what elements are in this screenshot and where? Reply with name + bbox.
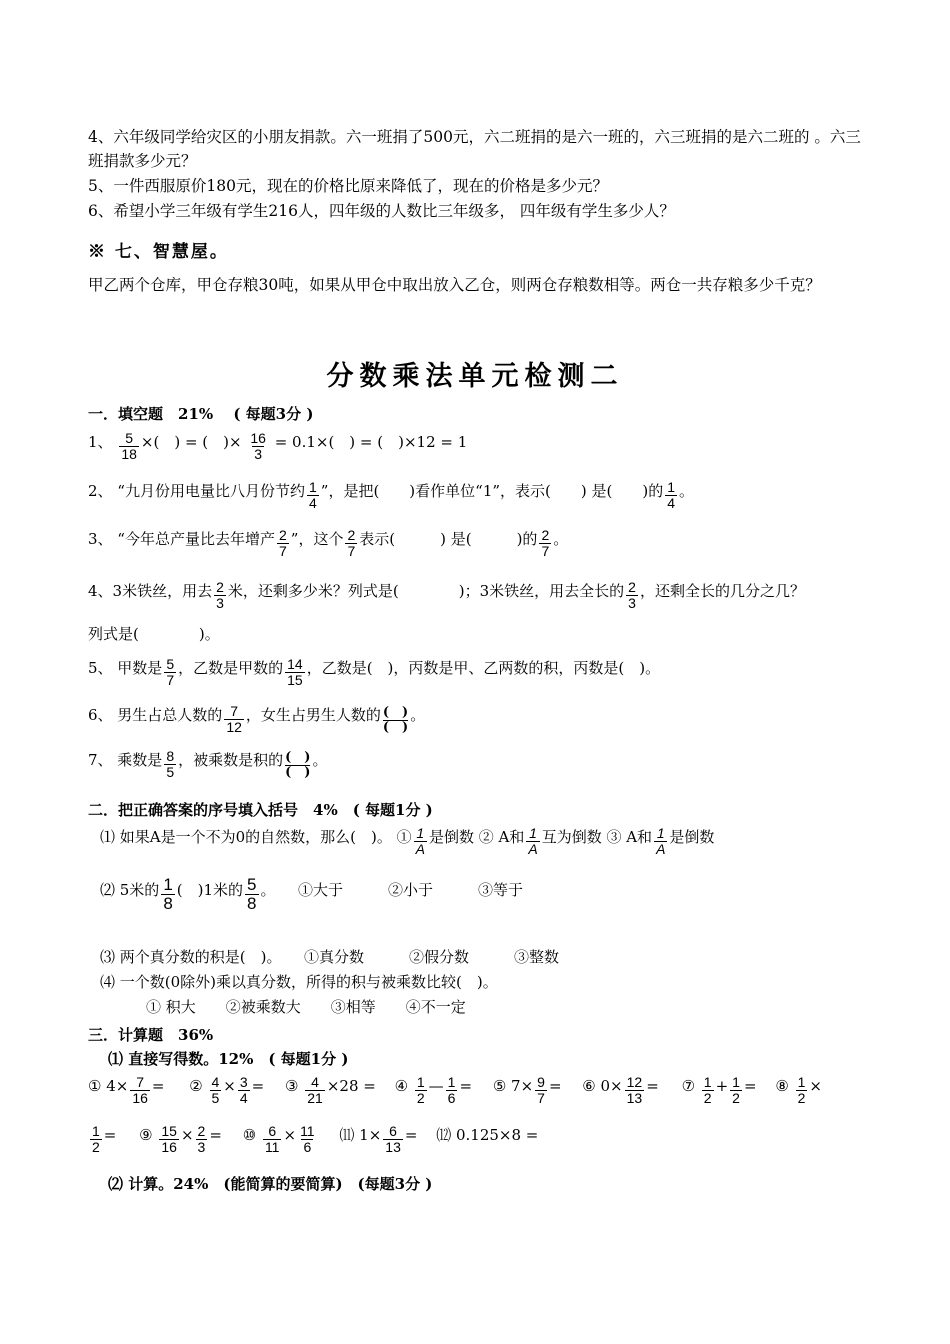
equals: = bbox=[404, 1126, 418, 1145]
section-7-heading: ※ 七、智慧屋。 bbox=[88, 242, 229, 262]
times: × bbox=[223, 1077, 236, 1096]
fraction: $\frac{6}{11}$ bbox=[264, 1123, 280, 1155]
cq1-text: ⑴ 如果A是一个不为0的自然数，那么( )。 ① bbox=[100, 828, 412, 847]
calc-6: ⑥ 0× bbox=[582, 1077, 623, 1096]
page-title: 分数乘法单元检测二 bbox=[326, 361, 624, 392]
equals: = bbox=[646, 1077, 659, 1096]
fraction: $\frac{8}{5}$ bbox=[166, 748, 175, 780]
fraction: $\frac{11}{6}$ bbox=[300, 1123, 315, 1155]
fill-q7 bbox=[88, 749, 327, 780]
q3-text-4: 。 bbox=[553, 530, 569, 549]
q1-label: 1、 bbox=[88, 433, 113, 452]
section-three-heading: 三．计算题 36% bbox=[88, 1026, 214, 1044]
q4-text-2: 米，还剩多少米？列式是( )；3米铁丝，用去全长的 bbox=[227, 582, 625, 601]
fraction: $\frac{1}{4}$ bbox=[308, 479, 317, 511]
q3-text-2: ”，这个 bbox=[290, 530, 344, 549]
q7-text: 7、 乘数是 bbox=[88, 751, 163, 770]
calc-4: ④ bbox=[394, 1077, 409, 1096]
calc-9: ⑨ bbox=[139, 1126, 153, 1145]
q2-text-2: ”，是把( )看作单位“1”，表示( ) 是( )的 bbox=[320, 482, 664, 501]
blank-fraction[interactable]: ( ) ( ) bbox=[382, 704, 409, 735]
calc-row-2 bbox=[88, 1124, 538, 1155]
equals: = bbox=[251, 1077, 265, 1096]
q6-text-2: ，女生占男生人数的 bbox=[245, 706, 381, 725]
fraction: $\frac{2}{7}$ bbox=[278, 527, 287, 559]
fraction: $\frac{1}{2}$ bbox=[92, 1123, 100, 1155]
fraction: $\frac{6}{13}$ bbox=[385, 1123, 401, 1155]
problem-6: 6、希望小学三年级有学生216人，四年级的人数比三年级多， 四年级有学生多少人？ bbox=[88, 202, 675, 220]
q4-text: 4、3米铁丝，用去 bbox=[88, 582, 213, 601]
cq1-text-2: 是倒数 ② A和 bbox=[428, 828, 525, 847]
fraction: $\frac{2}{3}$ bbox=[216, 579, 224, 611]
calc-3-text: ×28 = bbox=[326, 1077, 376, 1096]
section-two-heading: 二．把正确答案的序号填入括号 4% ( 每题1分 ) bbox=[88, 801, 433, 819]
q7-text-3: 。 bbox=[312, 751, 328, 770]
fraction: $\frac{2}{7}$ bbox=[541, 527, 550, 559]
fraction: $\frac{3}{4}$ bbox=[239, 1074, 248, 1106]
fraction: $\frac{9}{7}$ bbox=[537, 1074, 545, 1106]
q2-text-3: 。 bbox=[679, 482, 695, 501]
calc-8: ⑧ bbox=[775, 1077, 789, 1096]
choice-q1 bbox=[100, 826, 714, 857]
q5-text: 5、 甲数是 bbox=[88, 659, 163, 678]
section-three-part-2: ⑵ 计算。24% (能简算的要简算) (每题3分 ) bbox=[108, 1175, 433, 1193]
fill-q1 bbox=[88, 431, 467, 462]
fraction: $\frac{1}{A}$ bbox=[415, 825, 425, 857]
fraction: $\frac{7}{12}$ bbox=[226, 703, 242, 735]
equals: = bbox=[151, 1077, 165, 1096]
fraction: $\frac{1}{2}$ bbox=[732, 1074, 740, 1106]
calc-5: ⑤ 7× bbox=[492, 1077, 534, 1096]
q3-text: 3、 “今年总产量比去年增产 bbox=[88, 530, 275, 549]
fill-q3 bbox=[88, 528, 568, 559]
fraction: $\frac{1}{2}$ bbox=[703, 1074, 712, 1106]
q2-text: 2、 “九月份用电量比八月份节约 bbox=[88, 482, 305, 501]
calc-12: ⑿ 0.125×8 = bbox=[436, 1126, 539, 1145]
fraction: $\frac{7}{16}$ bbox=[132, 1074, 148, 1106]
fraction: $\frac{1}{2}$ bbox=[797, 1074, 806, 1106]
fraction: $\frac{12}{13}$ bbox=[626, 1074, 643, 1106]
section-three-part-1: ⑴ 直接写得数。12% ( 每题1分 ) bbox=[108, 1050, 349, 1068]
fraction: $\frac{4}{21}$ bbox=[307, 1074, 323, 1106]
fraction: $\frac{1}{2}$ bbox=[416, 1074, 425, 1106]
fraction: $\frac{5}{18}$ bbox=[121, 430, 137, 462]
fraction: $\frac{5}{7}$ bbox=[166, 656, 175, 688]
fraction: $\frac{1}{6}$ bbox=[447, 1074, 456, 1106]
q1-text-2: = 0.1×( ) = ( )×12 = 1 bbox=[269, 433, 468, 452]
fill-q4-line2: 列式是( )。 bbox=[88, 625, 220, 643]
calc-11: ⑾ 1× bbox=[339, 1126, 382, 1145]
cq1-text-3: 互为倒数 ③ A和 bbox=[541, 828, 653, 847]
fraction: $\frac{5}{8}$ bbox=[247, 875, 257, 913]
fraction: $\frac{2}{7}$ bbox=[347, 527, 356, 559]
fraction: $\frac{1}{4}$ bbox=[667, 479, 676, 511]
fraction: $\frac{16}{3}$ bbox=[250, 430, 266, 462]
equals: = bbox=[209, 1126, 222, 1145]
cq2-text: ⑵ 5米的 bbox=[100, 881, 160, 900]
fraction: $\frac{1}{A}$ bbox=[528, 825, 538, 857]
choice-q4-options: ① 积大 ②被乘数大 ③相等 ④不一定 bbox=[146, 998, 466, 1016]
calc-2: ② bbox=[189, 1077, 203, 1096]
choice-q2 bbox=[100, 876, 523, 913]
problem-5: 5、一件西服原价180元，现在的价格比原来降低了，现在的价格是多少元？ bbox=[88, 177, 608, 195]
fill-q6 bbox=[88, 704, 425, 735]
q3-text-3: 表示( ) 是( )的 bbox=[359, 530, 538, 549]
equals: = bbox=[103, 1126, 117, 1145]
times: × bbox=[283, 1126, 297, 1145]
minus: — bbox=[428, 1077, 444, 1096]
fill-q2 bbox=[88, 480, 694, 511]
equals: = bbox=[743, 1077, 757, 1096]
fraction: $\frac{4}{5}$ bbox=[211, 1074, 220, 1106]
calc-10: ⑩ bbox=[242, 1126, 257, 1145]
fill-q5 bbox=[88, 657, 660, 688]
fraction: $\frac{1}{A}$ bbox=[656, 825, 666, 857]
q7-text-2: ，被乘数是积的 bbox=[178, 751, 284, 770]
cq2-text-3: 。 ①大于 ②小于 ③等于 bbox=[260, 881, 524, 900]
calc-row-1 bbox=[88, 1075, 822, 1106]
q6-text-3: 。 bbox=[410, 706, 426, 725]
q4-text-3: ，还剩全长的几分之几？ bbox=[639, 582, 805, 601]
fraction: $\frac{15}{16}$ bbox=[161, 1123, 177, 1155]
problem-4: 4、六年级同学给灾区的小朋友捐款。六一班捐了500元，六二班捐的是六一班的，六三班捐的是六二班的 。六三班捐款多少元？ bbox=[88, 128, 861, 170]
cq1-text-4: 是倒数 bbox=[669, 828, 715, 847]
choice-q3: ⑶ 两个真分数的积是( )。 ①真分数 ②假分数 ③整数 bbox=[100, 948, 559, 966]
equals: = bbox=[459, 1077, 473, 1096]
fraction: $\frac{1}{8}$ bbox=[163, 875, 173, 913]
equals: = bbox=[548, 1077, 562, 1096]
q1-text: ×( ) = ( )× bbox=[140, 433, 242, 452]
fraction: $\frac{2}{3}$ bbox=[197, 1123, 206, 1155]
fill-q4 bbox=[88, 580, 805, 611]
times: × bbox=[180, 1126, 194, 1145]
fraction: $\frac{2}{3}$ bbox=[628, 579, 636, 611]
q6-text: 6、 男生占总人数的 bbox=[88, 706, 223, 725]
q5-text-2: ，乙数是甲数的 bbox=[178, 659, 284, 678]
plus: + bbox=[715, 1077, 729, 1096]
blank-fraction[interactable]: ( ) ( ) bbox=[285, 749, 311, 780]
calc-1: ① 4× bbox=[88, 1077, 129, 1096]
section-7-text: 甲乙两个仓库，甲仓存粮30吨，如果从甲仓中取出放入乙仓，则两仓存粮数相等。两仓一共存粮多少千克？ bbox=[88, 276, 821, 294]
fraction: $\frac{14}{15}$ bbox=[287, 656, 303, 688]
times: × bbox=[809, 1077, 822, 1096]
q5-text-3: ，乙数是( )，丙数是甲、乙两数的积，丙数是( )。 bbox=[306, 659, 661, 678]
section-one-heading: 一．填空题 21% ( 每题3分 ) bbox=[88, 405, 314, 423]
calc-7: ⑦ bbox=[681, 1077, 696, 1096]
cq2-text-2: ( )1米的 bbox=[176, 881, 244, 900]
calc-3: ③ bbox=[285, 1077, 299, 1096]
choice-q4: ⑷ 一个数(0除外)乘以真分数，所得的积与被乘数比较( )。 bbox=[100, 973, 498, 991]
